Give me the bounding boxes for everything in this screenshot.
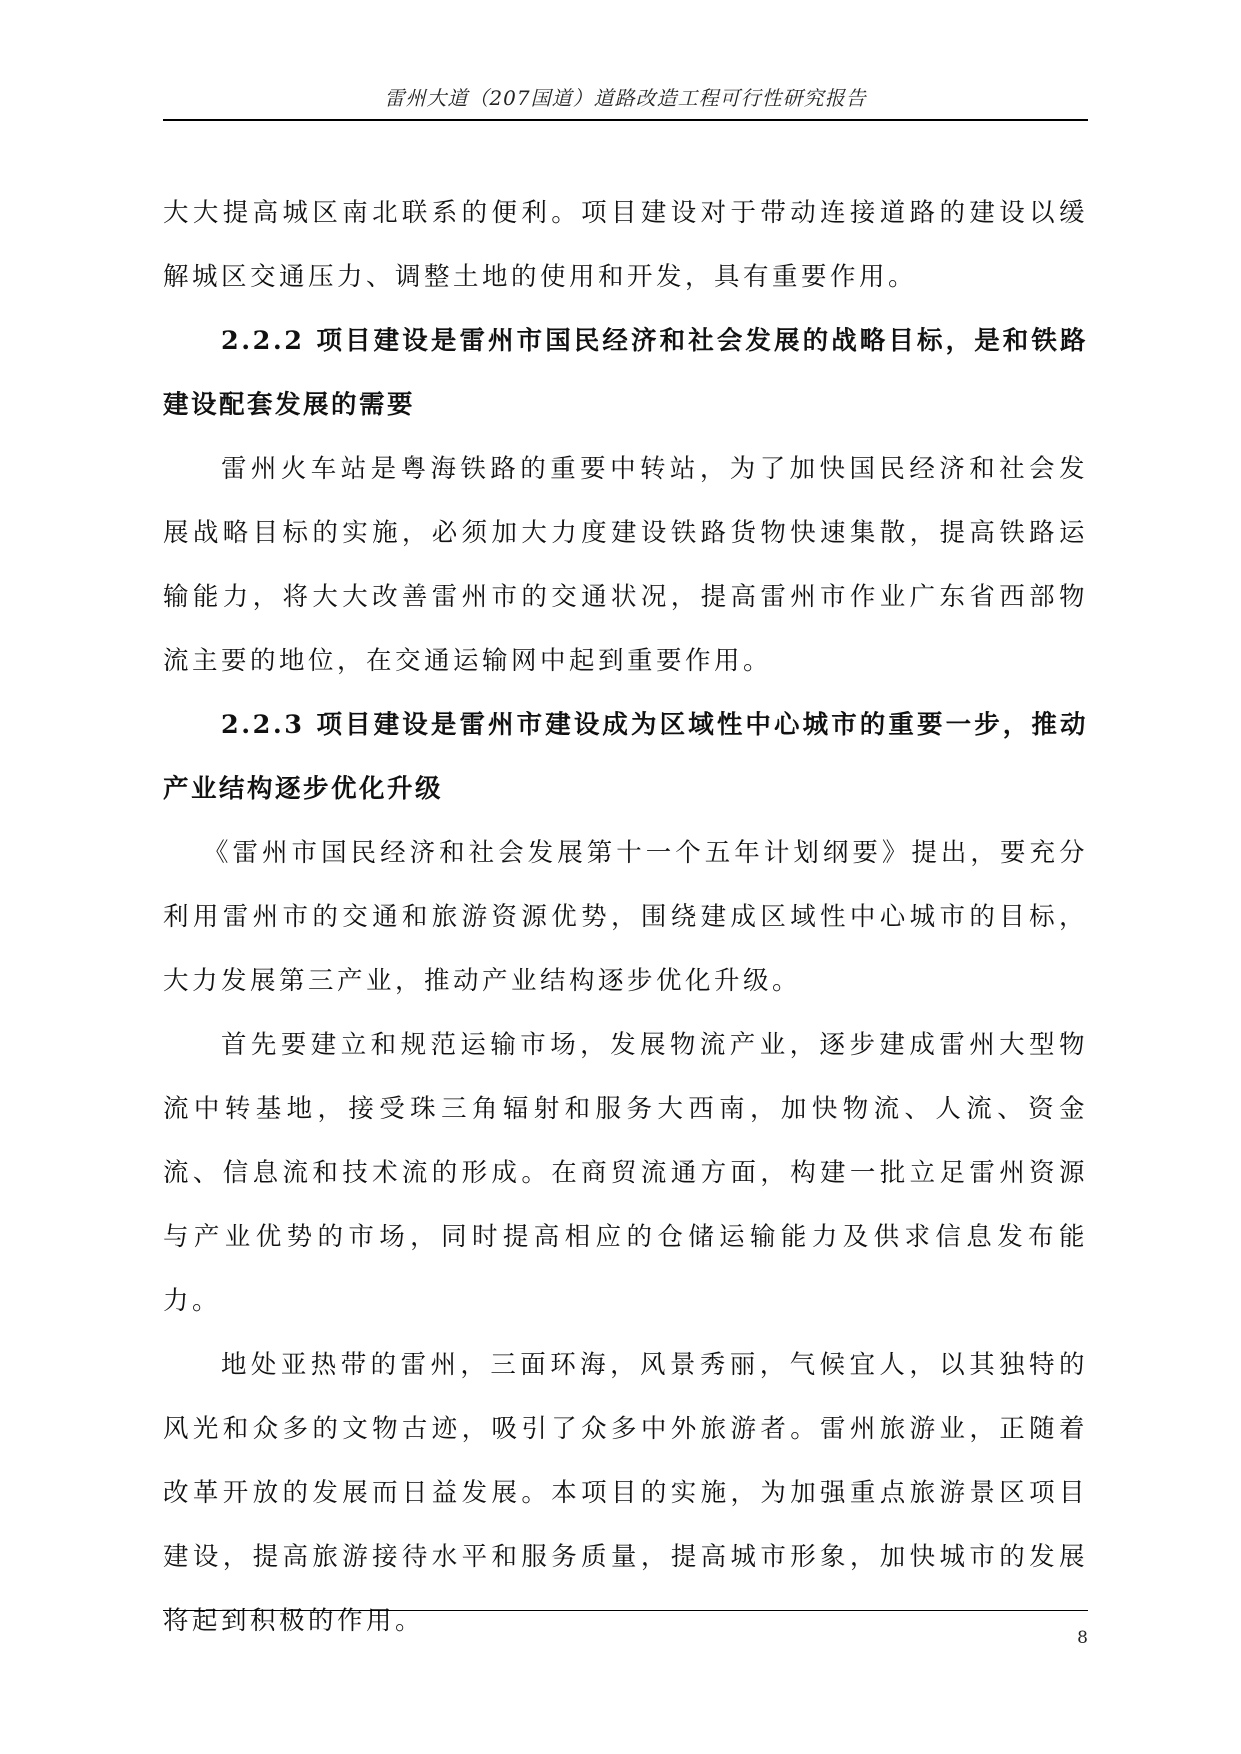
paragraph-continuation: 大大提高城区南北联系的便利。项目建设对于带动连接道路的建设以缓解城区交通压力、调整土地的使用和开发，具有重要作用。 <box>163 198 1088 292</box>
paragraph-five-year-plan: 《雷州市国民经济和社会发展第十一个五年计划纲要》提出，要充分利用雷州市的交通和旅游资源优势，围绕建成区域性中心城市的目标，大力发展第三产业，推动产业结构逐步优化升级。 <box>163 838 1088 996</box>
header-divider <box>163 119 1088 121</box>
running-header: 雷州大道（207国道）道路改造工程可行性研究报告 <box>384 86 867 110</box>
document-body <box>163 181 1088 1653</box>
paragraph-logistics: 首先要建立和规范运输市场，发展物流产业，逐步建成雷州大型物流中转基地，接受珠三角辐射和服务大西南，加快物流、人流、资金流、信息流和技术流的形成。在商贸流通方面，构建一批立足雷州资源与产业优势的市场，同时提高相应的仓储运输能力及供求信息发布能力。 <box>163 1030 1088 1316</box>
paragraph-tourism: 地处亚热带的雷州，三面环海，风景秀丽，气候宜人，以其独特的风光和众多的文物古迹，吸引了众多中外旅游者。雷州旅游业，正随着改革开放的发展而日益发展。本项目的实施，为加强重点旅游景区项目建设，提高旅游接待水平和服务质量，提高城市形象，加快城市的发展将起到积极的作用。 <box>163 1350 1088 1636</box>
section-heading-2-2-3: 2.2.3 项目建设是雷州市建设成为区域性中心城市的重要一步，推动产业结构逐步优化升级 <box>163 710 1088 804</box>
footer-divider <box>163 1610 1088 1611</box>
paragraph-railway-station: 雷州火车站是粤海铁路的重要中转站，为了加快国民经济和社会发展战略目标的实施，必须加大力度建设铁路货物快速集散，提高铁路运输能力，将大大改善雷州市的交通状况，提高雷州市作业广东省西部物流主要的地位，在交通运输网中起到重要作用。 <box>163 454 1088 676</box>
section-heading-2-2-2: 2.2.2 项目建设是雷州市国民经济和社会发展的战略目标，是和铁路建设配套发展的需要 <box>163 326 1088 420</box>
page-number: 8 <box>1077 1628 1088 1648</box>
